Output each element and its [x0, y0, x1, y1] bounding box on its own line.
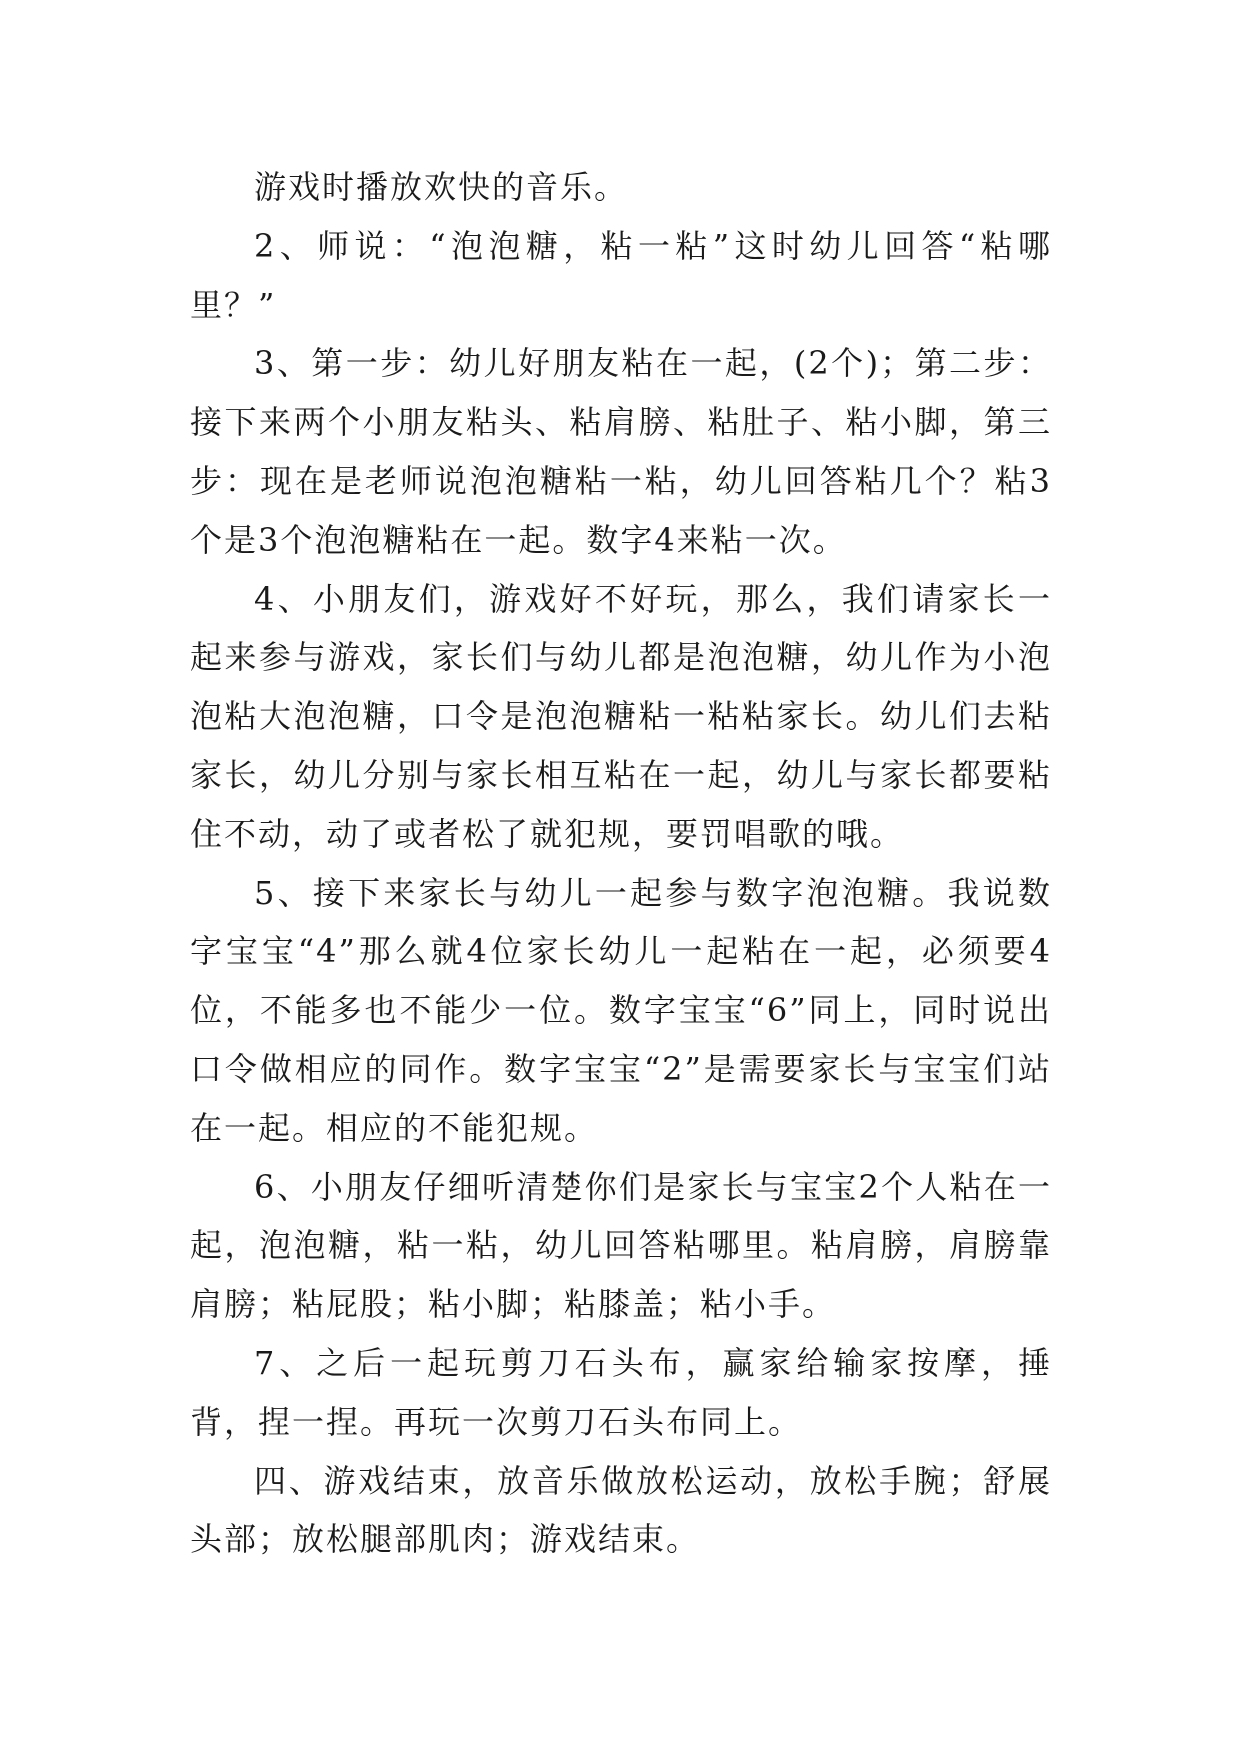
paragraph: 3、第一步：幼儿好朋友粘在一起，(2个)；第二步：接下来两个小朋友粘头、粘肩膀、粘肚子、粘小脚，第三步：现在是老师说泡泡糖粘一粘，幼儿回答粘几个？粘3个是3个泡泡糖粘在一起。数字4来粘一次。	[190, 344, 1052, 559]
paragraph: 6、小朋友仔细听清楚你们是家长与宝宝2个人粘在一起，泡泡糖，粘一粘，幼儿回答粘哪里。粘肩膀，肩膀靠肩膀；粘屁股；粘小脚；粘膝盖；粘小手。	[190, 1167, 1052, 1324]
paragraph: 2、师说：“泡泡糖，粘一粘”这时幼儿回答“粘哪里？”	[190, 226, 1052, 324]
paragraph: 7、之后一起玩剪刀石头布，赢家给输家按摩，捶背，捏一捏。再玩一次剪刀石头布同上。	[190, 1343, 1052, 1441]
paragraph: 游戏时播放欢快的音乐。	[254, 168, 629, 206]
paragraph: 5、接下来家长与幼儿一起参与数字泡泡糖。我说数字宝宝“4”那么就4位家长幼儿一起粘在一起，必须要4位，不能多也不能少一位。数字宝宝“6”同上，同时说出口令做相应的同作。数字宝宝“2”是需要家长与宝宝们站在一起。相应的不能犯规。	[190, 873, 1052, 1147]
document-body	[190, 158, 1052, 1569]
paragraph: 四、游戏结束，放音乐做放松运动，放松手腕；舒展头部；放松腿部肌肉；游戏结束。	[190, 1461, 1052, 1559]
paragraph: 4、小朋友们，游戏好不好玩，那么，我们请家长一起来参与游戏，家长们与幼儿都是泡泡糖，幼儿作为小泡泡粘大泡泡糖，口令是泡泡糖粘一粘粘家长。幼儿们去粘家长，幼儿分别与家长相互粘在一起，幼儿与家长都要粘住不动，动了或者松了就犯规，要罚唱歌的哦。	[190, 579, 1052, 853]
